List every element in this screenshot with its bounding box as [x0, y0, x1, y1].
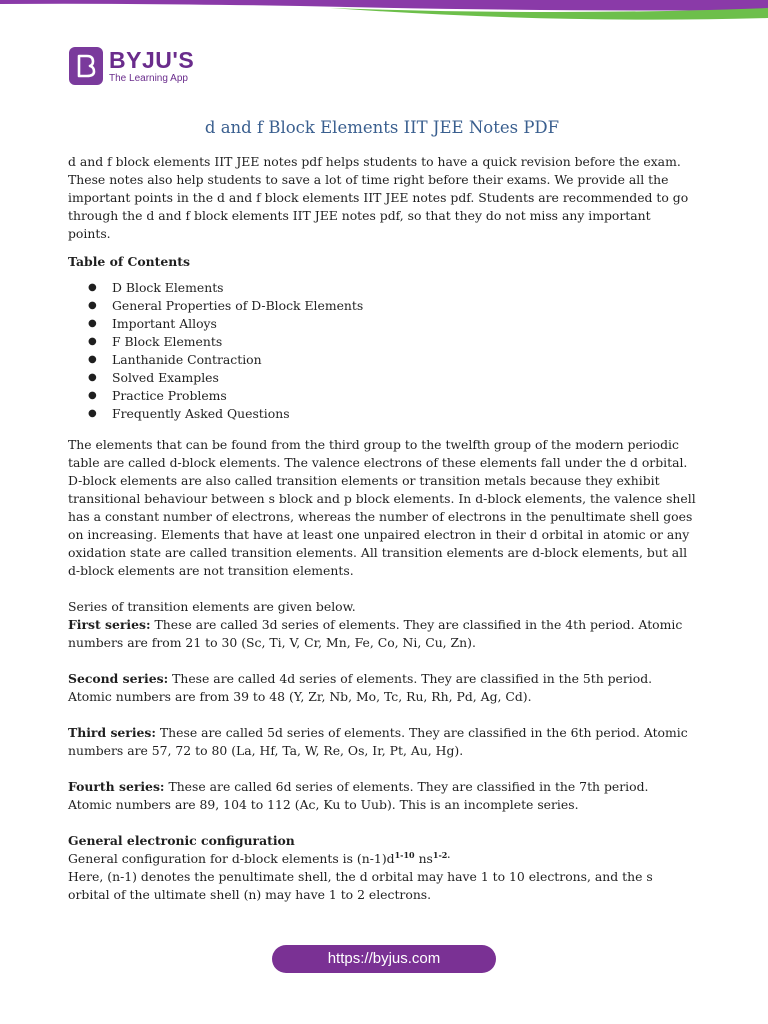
- toc-item: ● Lanthanide Contraction: [88, 351, 696, 369]
- series-third: [68, 724, 696, 760]
- table-of-contents: [68, 279, 696, 423]
- byjus-logo-icon: [69, 47, 103, 85]
- series-text: These are called 3d series of elements. They are classified in the 4th period. Atomic numbers are from 21 to 30 (Sc, Ti, V, Cr, Mn, Fe, Co, Ni, Cu, Zn).: [68, 617, 683, 650]
- document-body: [68, 119, 696, 904]
- brand-tagline: The Learning App: [109, 72, 188, 84]
- intro-paragraph: d and f block elements IIT JEE notes pdf helps students to have a quick revision before the exam. These notes also help students to save a lot of time right before their exams. We provide all the important points in the d and f block elements IIT JEE notes pdf. Students are recommended to go through the d and f block elements IIT JEE notes pdf, so that they do not miss any important points.: [68, 154, 689, 241]
- series-label: Fourth series:: [68, 779, 165, 794]
- series-text: These are called 4d series of elements. They are classified in the 5th period. Atomic numbers are from 39 to 48 (Y, Zr, Nb, Mo, Tc, Ru, Rh, Pd, Ag, Cd).: [68, 671, 653, 704]
- series-label: First series:: [68, 617, 151, 632]
- document-title: d and f Block Elements IIT JEE Notes PDF: [204, 118, 560, 137]
- toc-item: ● D Block Elements: [88, 279, 696, 297]
- byjus-logo: [69, 47, 194, 85]
- series-second: [68, 670, 696, 706]
- top-decorative-band: [0, 0, 768, 20]
- series-label: Second series:: [68, 671, 169, 686]
- toc-item: ● Solved Examples: [88, 369, 696, 387]
- toc-item: ● Practice Problems: [88, 387, 696, 405]
- toc-heading: Table of Contents: [68, 254, 190, 269]
- series-intro: Series of transition elements are given below.: [68, 599, 356, 614]
- toc-item: ● F Block Elements: [88, 333, 696, 351]
- d-block-paragraph: The elements that can be found from the third group to the twelfth group of the modern periodic table are called d-block elements. The valence electrons of these elements fall under the d orbital. D-block elements are also called transition elements or transition metals because they exhibit transitional behaviour between s block and p block elements. In d-block elements, the valence shell has a constant number of electrons, whereas the number of electrons in the penultimate shell goes on increasing. Elements that have at least one unpaired electron in their d orbital in atomic or any oxidation state are called transition elements. All transition elements are d-block elements, but all d-block elements are not transition elements.: [68, 437, 696, 578]
- toc-item: ● Frequently Asked Questions: [88, 405, 696, 423]
- config-explanation: Here, (n-1) denotes the penultimate shell, the d orbital may have 1 to 10 electrons, and the s orbital of the ultimate shell (n) may have 1 to 2 electrons.: [68, 869, 653, 902]
- toc-item: ● Important Alloys: [88, 315, 696, 333]
- footer-url-link[interactable]: https://byjus.com: [272, 945, 496, 973]
- series-first: [68, 616, 696, 652]
- series-text: These are called 5d series of elements. They are classified in the 6th period. Atomic numbers are 57, 72 to 80 (La, Hf, Ta, W, Re, Os, Ir, Pt, Au, Hg).: [68, 725, 688, 758]
- series-fourth: [68, 778, 696, 814]
- config-formula: General configuration for d-block elements is $(n-1)d^{1-10}$ $ns^{1-2.}$: [68, 850, 451, 866]
- series-text: These are called 6d series of elements. They are classified in the 7th period. Atomic numbers are 89, 104 to 112 (Ac, Ku to Uub). This is an incomplete series.: [68, 779, 649, 812]
- config-heading: General electronic configuration: [68, 833, 295, 848]
- series-label: Third series:: [68, 725, 156, 740]
- toc-item: ● General Properties of D-Block Elements: [88, 297, 696, 315]
- brand-name: BYJU'S: [109, 46, 195, 73]
